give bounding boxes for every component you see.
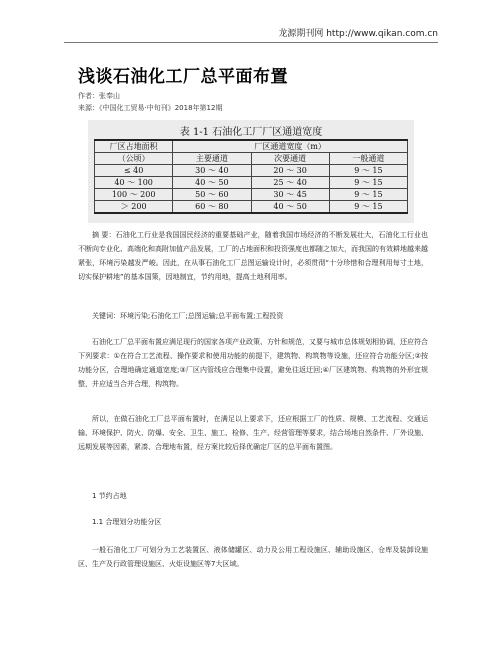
header-secondary-road: 次要通道 [251, 153, 329, 165]
abstract-paragraph: 摘 要：石油化工行业是我国国民经济的重要基础产业，随着我国市场经济的不断发展壮大，石油化工行业也不断向专业化、高端化和高附加值产品发展，工厂的占地面积和投资强度也都随之加大，而我国的有效耕地越来越紧张，环境污染越发严峻。因此，在从事石油化工厂总图运输设计时，必须贯彻“十分珍惜和合理利用每寸土地，切实保护耕地”的基本国策，因地制宜，节约用地，提高土地利用率。 [78, 231, 428, 281]
table-cell: 60 ～ 80 [173, 201, 251, 214]
site-header: 龙源期刊网 http://www.qikan.com.cn [278, 29, 438, 39]
table-figure [88, 120, 414, 223]
table-row [95, 189, 408, 201]
table-row [95, 165, 408, 177]
article-author: 作者：张奉山 [78, 92, 120, 100]
table-row [95, 177, 408, 189]
table-cell: 40 ～ 50 [173, 177, 251, 189]
header-width-group: 厂区通道宽度（m） [173, 140, 408, 153]
table-cell: 30 ～ 45 [251, 189, 329, 201]
table-cell: 30 ～ 40 [173, 165, 251, 177]
article-source: 来源：《中国化工贸易·中旬刊》2018年第12期 [78, 104, 223, 112]
table-cell: 50 ～ 60 [173, 189, 251, 201]
table-cell: 9 ～ 15 [329, 201, 407, 214]
header-area-line1: 厂区占地面积 [95, 140, 173, 153]
body-paragraph-2: 所以，在做石油化工厂总平面布置时，在满足以上要求下，还应根据工厂的性质、规模、工艺流程、交通运输、环境保护、防火、防爆、安全、卫生、施工、检修、生产、经营管理等要求，结合场地自然条件、厂外设施、远期发展等因素，紧凑、合理地布置，经方案比较后择优确定厂区的总平面布置图。 [78, 415, 428, 451]
section-heading-1: 1 节约占地 [92, 492, 127, 500]
table-cell: 20 ～ 30 [251, 165, 329, 177]
table-cell: ＞ 200 [95, 201, 173, 214]
table-caption: 表 1-1 石油化工厂厂区通道宽度 [179, 127, 323, 138]
table-row [95, 201, 408, 214]
table-cell: 9 ～ 15 [329, 177, 407, 189]
road-width-table [94, 139, 408, 214]
header-divider [64, 42, 438, 43]
keywords-line: 关键词：环境污染;石油化工厂;总图运输;总平面布置;工程投资 [92, 312, 284, 320]
header-area-line2: （公顷） [95, 153, 173, 165]
header-main-road: 主要通道 [173, 153, 251, 165]
table-cell: 100 ～ 200 [95, 189, 173, 201]
table-cell: 9 ～ 15 [329, 189, 407, 201]
body-paragraph-1: 石油化工厂总平面布置应满足现行的国家各项产业政策、方针和规范，又要与城市总体规划相协调，还应符合下列要求：①在符合工艺流程、操作要求和使用功能的前提下，建筑物、构筑物等设施，还应符合功能分区;②按功能分区，合理地确定通道宽度;③厂区内管线应合理集中设置，避免往返迂回;④厂区建筑物、构筑物的外形宜规整，并应适当合并合理，构筑物。 [78, 338, 428, 388]
table-cell: 25 ～ 40 [251, 177, 329, 189]
table-cell: 40 ～ 50 [251, 201, 329, 214]
table-cell: 9 ～ 15 [329, 165, 407, 177]
section-heading-1-1: 1.1 合理划分功能分区 [92, 518, 162, 526]
article-title: 浅谈石油化工厂总平面布置 [78, 67, 288, 87]
table-cell: 40 ～ 100 [95, 177, 173, 189]
body-paragraph-3: 一般石油化工厂可划分为工艺装置区、液体储罐区、动力及公用工程设施区、辅助设施区、仓库及装卸设施区、生产及行政管理设施区、火炬设施区等7大区域。 [78, 546, 428, 568]
header-general-road: 一般通道 [329, 153, 407, 165]
table-cell: ≤ 40 [95, 165, 173, 177]
